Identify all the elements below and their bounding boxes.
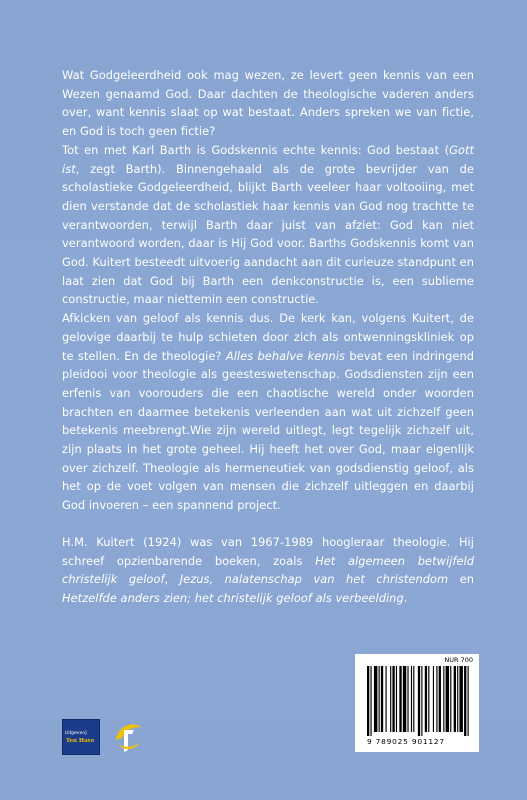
italic-span: Jezus, nalatenschap van het christendom: [179, 572, 449, 587]
text-span: .: [403, 590, 408, 605]
barcode-bar: [411, 666, 412, 732]
barcode-bar: [428, 666, 429, 732]
barcode-bar: [459, 666, 462, 732]
barcode-box: [355, 654, 479, 752]
italic-span: Alles behalve kennis: [225, 348, 346, 363]
text-span: en: [448, 572, 475, 587]
barcode-bar: [418, 666, 420, 736]
blurb-paragraph-1: Wat Godgeleerdheid ook mag wezen, ze levert geen kennis van een Wezen genaamd God. Daar dachten de theologische vaderen anders over, want kennis slaat op wat bestaat. Anders spreken we van fictie, en God is toch geen fictie?: [62, 68, 474, 139]
barcode-bar: [433, 666, 434, 732]
publisher-line-1: Uitgeverij: [65, 731, 87, 736]
text-span: H.M. Kuitert (1924) was van 1967-1989 hoogleraar theologie. Hij schreef opzienbarende boeken, zoals: [62, 534, 474, 568]
barcode-bar: [370, 666, 371, 736]
publisher-logo: [62, 719, 100, 755]
text-span: Tot en met Karl Barth is Godskennis echte kennis: God bestaat (: [62, 142, 450, 157]
barcode-bar: [457, 666, 458, 732]
text-span: bevat een indringend pleidooi voor theologie als geesteswetenschap. Godsdiensten zijn een erfenis van voorouders die een chaotische wereld onder woorden brachten en daarmee betekenis verleenden aan wat uit zichzelf geen betekenis meebrengt.Wie zijn wereld uitlegt, legt tegelijk zichzelf uit, zijn plaats in het grote geheel. Hij heeft het over God, maar eigenlijk over zichzelf. Theologie als hermeneutiek van godsdienstig geloof, als het op de voet volgen van mensen die zichzelf uitleggen en daarbij God invoeren – een spannend project.: [62, 348, 474, 513]
barcode-icon: [367, 666, 471, 736]
barcode-bar: [392, 666, 394, 732]
barcode-bar: [403, 666, 406, 732]
blurb-paragraph-2: [62, 141, 474, 309]
barcode-bar: [421, 666, 422, 736]
italic-span: Gott ist: [62, 142, 474, 176]
barcode-bar: [436, 666, 437, 732]
barcode-bar: [446, 666, 449, 732]
text-span: ,: [164, 572, 180, 587]
barcode-bar: [407, 666, 408, 732]
barcode-bar: [396, 666, 397, 732]
barcode-bar: [468, 666, 469, 736]
italic-span: Hetzelfde anders zien; het christelijk geloof als verbeelding: [62, 590, 404, 605]
barcode-bar: [439, 666, 441, 732]
barcode-bar: [399, 666, 401, 732]
publisher-emblem-icon: [110, 714, 148, 756]
barcode-bar: [464, 666, 466, 736]
barcode-bar: [413, 666, 414, 732]
barcode-bar: [381, 666, 383, 732]
barcode-bar: [425, 666, 427, 732]
barcode-bar: [390, 666, 391, 732]
text-span: , zegt Barth). Binnengehaald als de grote bevrijder van de scholastieke Godgeleerdheid, blijkt Barth veeleer haar voltooiing, met dien verstande dat de scholastiek haar kennis van God nog trachtte te verantwoorden, terwijl Barth daar juist van afziet: God kan niet verantwoord worden, daar is Hij God voor. Barths Godskennis komt van God. Kuitert besteedt uitvoerig aandacht aan dit curieuze standpunt en laat zien dat God bij Barth een denkconstructie is, een sublieme constructie, maar niettemin een constructie.: [62, 161, 474, 307]
barcode-bar: [367, 666, 369, 736]
nur-code: NUR 700: [444, 656, 473, 664]
blurb-paragraph-3: [62, 309, 474, 515]
barcode-bar: [450, 666, 451, 732]
text-span: Afkicken van geloof als kennis dus. De kerk kan, volgens Kuitert, de gelovige daarbij te hulp schieten door zich als ontwenningskliniek op te stellen. En de theologie?: [62, 311, 474, 363]
italic-span: Het algemeen betwijfeld christelijk geloof: [62, 553, 474, 587]
barcode-bar: [379, 666, 380, 732]
barcode-bar: [374, 666, 377, 732]
barcode-bar: [454, 666, 456, 732]
author-bio: [62, 533, 474, 608]
blurb-text: [62, 66, 474, 608]
barcode-bar: [385, 666, 386, 732]
isbn-number: 9 789025 901127: [367, 737, 445, 746]
publisher-line-2: Ten Have: [66, 738, 95, 744]
barcode-bar: [443, 666, 444, 732]
